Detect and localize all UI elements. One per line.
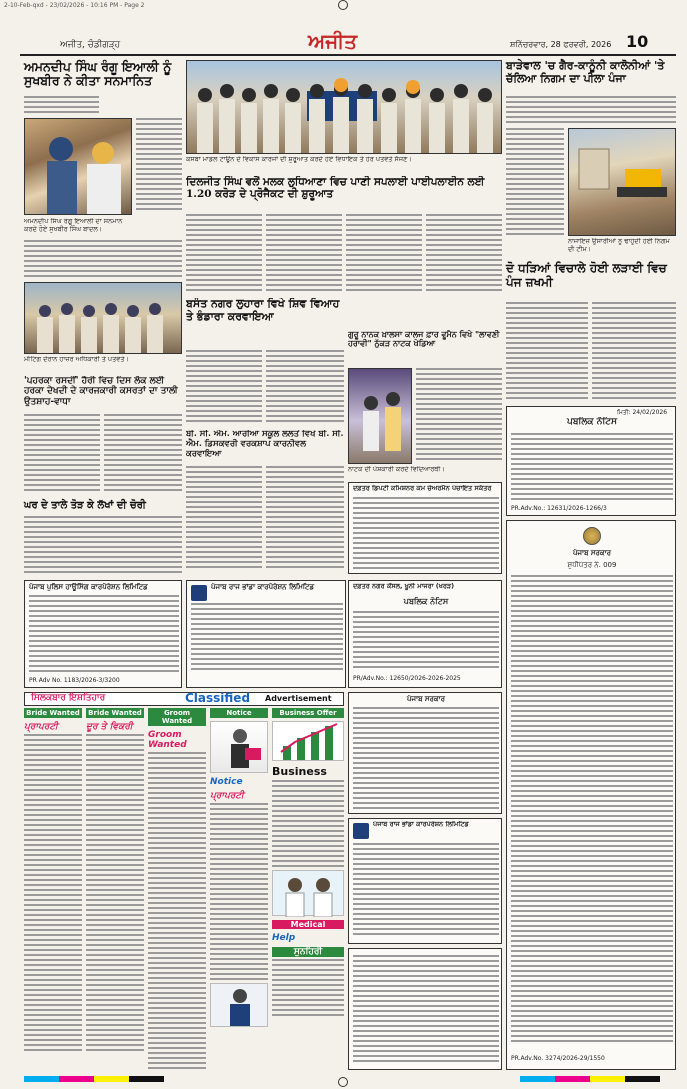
psicl-logo-icon (191, 585, 207, 601)
left-story-2-headline: 'ਪਹਰਕਾ ਰਸਦੀਂ' ਹੈਰੀ ਵਿਚ ਦਿਸ ਲੋਕ ਲਈ ਹਰਕਾ ਦੇਖਦੀ ਦੇ ਕਾਰਜਕਾਰੀ ਕਸਰਤਾਂ ਦਾ ਤਾਲੀ ਉਤਸ਼ਾਹ-ਵਾਧਾ (24, 376, 178, 407)
group-photo (186, 60, 502, 154)
classified-col-3 (148, 708, 206, 1070)
center-story-2-body-2 (266, 350, 344, 426)
business-label: Business (272, 765, 327, 778)
left-lead-headline: ਅਮਨਦੀਪ ਸਿੰਘ ਰੰਗੂ ਇਆਲੀ ਨੂੰ ਸੁਖਬੀਰ ਨੇ ਕੀਤਾ ਸਨਮਾਨਿਤ (24, 59, 172, 89)
classified-notice-small (348, 948, 502, 1070)
classified-banner-en: Classified (185, 691, 251, 705)
group-photo-caption: ਕਸਬਾ ਮਾਡਲ ਟਾਊਨ ਦੇ ਵਿਕਾਸ ਕਾਰਜਾਂ ਦੀ ਸ਼ੁਰੂਆਤ ਕਰਦੇ ਹੋਏ ਵਿਧਾਇਕ ਤੇ ਹੋਰ ਪਤਵੰਤੇ ਸੱਜਣ। (186, 156, 412, 163)
left-story-2-body (24, 414, 100, 496)
center-story-2-headline: ਬਸੰਤ ਨਗਰ ਲੁਹਾਰਾ ਵਿਖੇ ਸ਼ਿਵ ਵਿਆਹ ਤੇ ਭੰਡਾਰਾ ਕਰਵਾਇਆ (186, 298, 340, 323)
pr-adv-2: PR.Adv.No.: 12631/2026-1266/3 (511, 505, 607, 512)
left-photo-2 (24, 282, 182, 354)
police-housing-title: ਪੰਜਾਬ ਪੁਲਿਸ ਹਾਊਸਿੰਗ ਕਾਰਪੋਰੇਸ਼ਨ ਲਿਮਿਟਿਡ (29, 583, 148, 591)
center-story-4-headline: ਬੀ. ਸੀ. ਐਮ. ਆਰੀਆ ਸਕੂਲ ਲਲਤੋਂ ਵਿਖੇ ਬੀ. ਸੀ. ਐਮ. ਡਿਸਕਵਰੀ ਵਰਕਸ਼ਾਪ ਕਾਰਨੀਵਲ ਕਰਵਾਇਆ (186, 430, 344, 459)
psicl-header-2: ਪੰਜਾਬ ਰਾਜ ਭਾਂਡਾ ਕਾਰਪੋਰੇਸ਼ਨ ਲਿਮਿਟਿਡ (373, 821, 469, 828)
left-photo-side-text (136, 118, 182, 215)
medical-figure-icon (272, 870, 344, 916)
stage-photo (348, 368, 412, 464)
center-lead-body-1 (186, 214, 262, 294)
classified-tag-4: ਪ੍ਰਾਪਰਟੀ (210, 791, 244, 801)
public-notice-title-2: ਪਬਲਿਕ ਨੋਟਿਸ (403, 597, 449, 606)
medical-label: Medical (272, 920, 344, 929)
left-lead-body (24, 96, 99, 118)
classified-tag-5: ਸੁਨਹਿਰੀ (272, 947, 344, 957)
masthead-date: ਸ਼ਨਿੱਚਰਵਾਰ, 28 ਫਰਵਰੀ, 2026 (510, 40, 612, 49)
left-story-body-1 (24, 240, 182, 278)
masthead-rule (20, 54, 676, 56)
pr-adv-3: PR/Adv.No.: 12650/2026-2026-2025 (353, 675, 461, 682)
police-housing-notice (24, 580, 182, 688)
center-story-2-body-1 (186, 350, 262, 426)
stage-photo-caption: ਨਾਟਕ ਦੀ ਪੇਸ਼ਕਾਰੀ ਕਰਦੇ ਵਿਦਿਆਰਥੀ। (348, 466, 445, 473)
ginnance-header: ਦਫ਼ਤਰ ਡਿਪਟੀ ਕਮਿਸ਼ਨਰ ਕਮ ਚੇਅਰਮੈਨ ਪੰਚਾਇਤ ਸਕੱਤਰ (353, 485, 492, 492)
classified-banner (24, 692, 344, 706)
right-lead-1-body-2 (506, 128, 564, 238)
ginnance-notice (348, 482, 502, 574)
municipal-notice (348, 580, 502, 688)
business-chart-icon (272, 721, 344, 761)
notice-label: Notice (210, 777, 243, 787)
classified-tag-2: ਦੂਰ ਤੇ ਵਿਕਰੀ (86, 722, 133, 732)
registration-mark-icon (338, 0, 348, 10)
public-notice-date: ਮਿਤੀ: 24/02/2026 (617, 409, 668, 416)
color-bar (24, 1076, 164, 1082)
right-lead-2-headline: ਦੋ ਧੜਿਆਂ ਵਿਚਾਲੇ ਹੋਈ ਲੜਾਈ ਵਿਚ ਪੰਜ ਜ਼ਖਮੀ (506, 261, 667, 289)
right-lead-2-body-2 (592, 302, 676, 402)
classified-col-1 (24, 708, 82, 1070)
pr-adv-4: PR.Adv.No. 3274/2026-29/1550 (511, 1055, 605, 1062)
center-lead-headline: ਦਿਲਜੀਤ ਸਿੰਘ ਵਲੋਂ ਮਲਕ ਲੁਧਿਆਣਾ ਵਿਚ ਪਾਣੀ ਸਪਲਾਈ ਪਾਈਪਲਾਈਨ ਲਈ 1.20 ਕਰੋੜ ਦੇ ਪ੍ਰੋਜੈਕਟ ਦੀ ਸ਼ੁਰੂਆਤ (186, 176, 485, 201)
page-slug: 2-10-Feb-qxd - 23/02/2026 - 10:16 PM - Page 2 (4, 2, 145, 9)
center-lead-body-4 (426, 214, 502, 294)
center-story-3-body (416, 368, 502, 464)
right-photo (568, 128, 676, 236)
public-notice-panchayat-title: ਪੰਜਾਬ ਸਰਕਾਰ (406, 695, 445, 703)
psicl-header-1: ਪੰਜਾਬ ਰਾਜ ਭਾਂਡਾ ਕਾਰਪੋਰੇਸ਼ਨ ਲਿਮਿਟਿਡ (211, 583, 315, 591)
classified-banner-sub: Advertisement (265, 694, 332, 703)
right-lead-1-body (506, 96, 676, 128)
help-figure-icon (210, 983, 268, 1027)
public-notice-box (506, 406, 676, 516)
classified-tag-3: Groom Wanted (148, 730, 187, 750)
left-story-3-body (24, 516, 182, 576)
left-story-2-body-b (104, 414, 182, 496)
psicl-logo-icon-2 (353, 823, 369, 839)
right-lead-1-headline: ਬਾੜੇਵਾਲ 'ਚ ਗੈਰ-ਕਾਨੂੰਨੀ ਕਾਲੋਨੀਆਂ 'ਤੇ ਚੱਲਿਆ ਨਿਗਮ ਦਾ ਪੀਲਾ ਪੰਜਾ (506, 59, 665, 85)
govt-emblem-icon (583, 527, 601, 545)
zila-header: ਪੰਜਾਬ ਸਰਕਾਰ (572, 549, 611, 557)
pr-adv-1: PR Adv No. 1183/2026-3/3200 (29, 677, 120, 684)
page-number: 10 (626, 32, 649, 51)
classified-banner-pa: ਸਿਲਕਬਾਰ ਇਸ਼ਤਿਹਾਰ (31, 693, 106, 703)
classified-col-2-head: Bride Wanted (86, 708, 144, 718)
classified-col-4 (210, 708, 268, 1070)
classified-col-5-head: Business Offer (272, 708, 344, 718)
edition-label: ਅਜੀਤ, ਚੰਡੀਗੜ੍ਹ (60, 40, 121, 50)
registration-mark-icon (338, 1077, 348, 1087)
left-photo (24, 118, 132, 215)
notice-figure-icon (210, 721, 268, 773)
left-story-3-headline: ਘਰ ਦੇ ਤਾਲੇ ਤੋੜ ਕੇ ਲੱਖਾਂ ਦੀ ਚੋਰੀ (24, 500, 146, 511)
psicl-notice-2 (348, 818, 502, 944)
masthead-logo: ਅਜੀਤ (308, 29, 358, 53)
panchayat-notice (348, 692, 502, 814)
municipal-header: ਦਫ਼ਤਰ ਨਗਰ ਕੌਂਸਲ, ਖੂਨੀ ਮਾਜਰਾ (ਖਰੜ) (353, 583, 455, 590)
center-story-3-headline: ਗੁਰੂ ਨਾਨਕ ਖ਼ਾਲਸਾ ਕਾਲਜ ਫ਼ਾਰ ਵੂਮੈਨ ਵਿਖੇ "ਲਾਵਣੀ ਹਰਾਵੀ" ਨੁੱਕੜ ਨਾਟਕ ਖੇਡਿਆ (348, 330, 500, 349)
notice-number: ਸ਼ੁਧੀਪੱਤਰ ਨੰ. 009 (567, 561, 617, 569)
classified-col-3-head: Groom Wanted (148, 708, 206, 726)
classified-col-1-head: Bride Wanted (24, 708, 82, 718)
right-lead-2-body-1 (506, 302, 588, 402)
left-photo-caption: ਅਮਨਦੀਪ ਸਿੰਘ ਰੰਗੂ ਇਆਲੀ ਦਾ ਸਨਮਾਨ ਕਰਦੇ ਹੋਏ ਸੁਖਬੀਰ ਸਿੰਘ ਬਾਦਲ। (24, 218, 123, 233)
classified-col-5 (272, 708, 344, 1070)
right-photo-caption: ਨਾਜਾਇਜ਼ ਉਸਾਰੀਆਂ ਨੂੰ ਢਾਹੁੰਦੀ ਹੋਈ ਨਿਗਮ ਦੀ ਟੀਮ। (568, 238, 670, 253)
help-label: Help (272, 933, 296, 943)
center-lead-body-2 (266, 214, 342, 294)
zila-notice (506, 520, 676, 1070)
classified-col-2 (86, 708, 144, 1070)
classified-tag-1: ਪ੍ਰਾਪਰਟੀ (24, 722, 58, 732)
color-bar-2 (520, 1076, 660, 1082)
classified-col-4-head: Notice (210, 708, 268, 718)
center-lead-body-3 (346, 214, 422, 294)
center-story-4-body-1 (186, 466, 262, 574)
left-photo-2-caption: ਮੀਟਿੰਗ ਦੌਰਾਨ ਹਾਜ਼ਰ ਅਧਿਕਾਰੀ ਤੇ ਪਤਵੰਤੇ। (24, 356, 129, 363)
psicl-notice-1 (186, 580, 346, 688)
public-notice-title: ਪਬਲਿਕ ਨੋਟਿਸ (567, 417, 617, 427)
center-story-4-body-2 (266, 466, 344, 574)
